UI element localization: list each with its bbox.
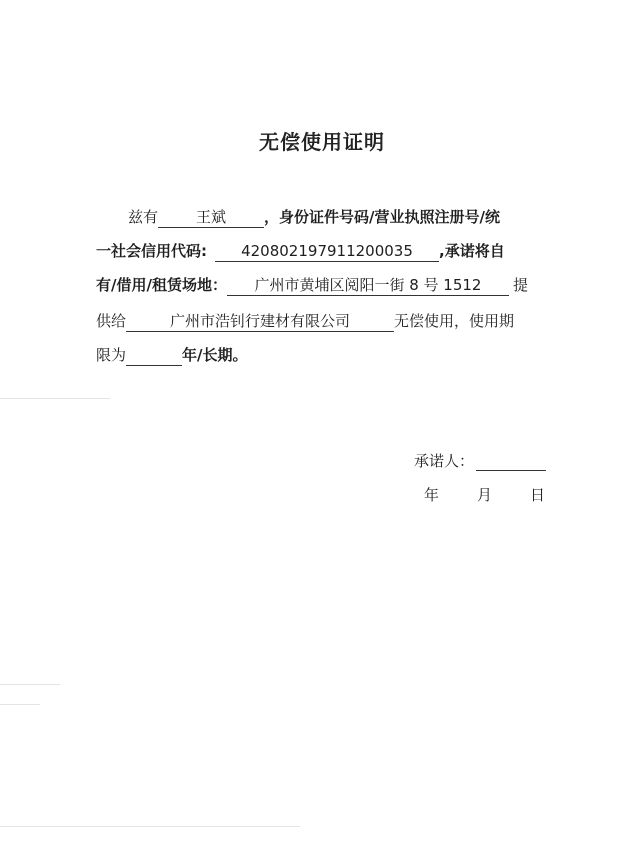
company-field[interactable]: 广州市浩钊行建材有限公司	[126, 311, 394, 332]
line1-prefix: 兹有	[128, 208, 159, 226]
signature-line	[414, 450, 546, 471]
line1-suffix: ，身份证件号码/营业执照注册号/统	[264, 208, 500, 226]
line2-prefix: 一社会信用代码:	[96, 242, 207, 260]
document-title: 无偿使用证明	[259, 130, 385, 154]
date-month-label: 月	[477, 486, 493, 504]
paragraph-line-3	[96, 268, 528, 296]
name-field[interactable]: 王斌	[158, 207, 264, 228]
address-field[interactable]: 广州市黄埔区阅阳一街 8 号 1512	[227, 275, 509, 296]
scan-artifact	[0, 826, 300, 827]
line5-suffix: 年/长期。	[182, 346, 248, 364]
line4-prefix: 供给	[96, 312, 127, 330]
line3-suffix: 提	[512, 276, 528, 294]
paragraph-line-4	[96, 304, 514, 332]
paragraph-line-5	[96, 338, 248, 366]
scan-artifact	[0, 684, 60, 685]
line3-prefix: 有/借用/租赁场地：	[96, 276, 227, 294]
paragraph-line-1	[128, 200, 500, 228]
scan-artifact	[0, 704, 40, 705]
line5-prefix: 限为	[96, 346, 127, 364]
signature-label: 承诺人：	[414, 452, 475, 470]
signature-field[interactable]	[476, 452, 546, 471]
line2-suffix: ,承诺将自	[439, 242, 505, 260]
line4-suffix: 无偿使用，使用期	[394, 312, 515, 330]
date-year-label: 年	[424, 486, 440, 504]
years-field[interactable]	[126, 346, 182, 366]
id-number-field[interactable]: 420802197911200035	[215, 241, 439, 262]
paragraph-line-2	[96, 234, 505, 262]
date-day-label: 日	[530, 486, 546, 504]
scan-artifact	[0, 398, 110, 399]
